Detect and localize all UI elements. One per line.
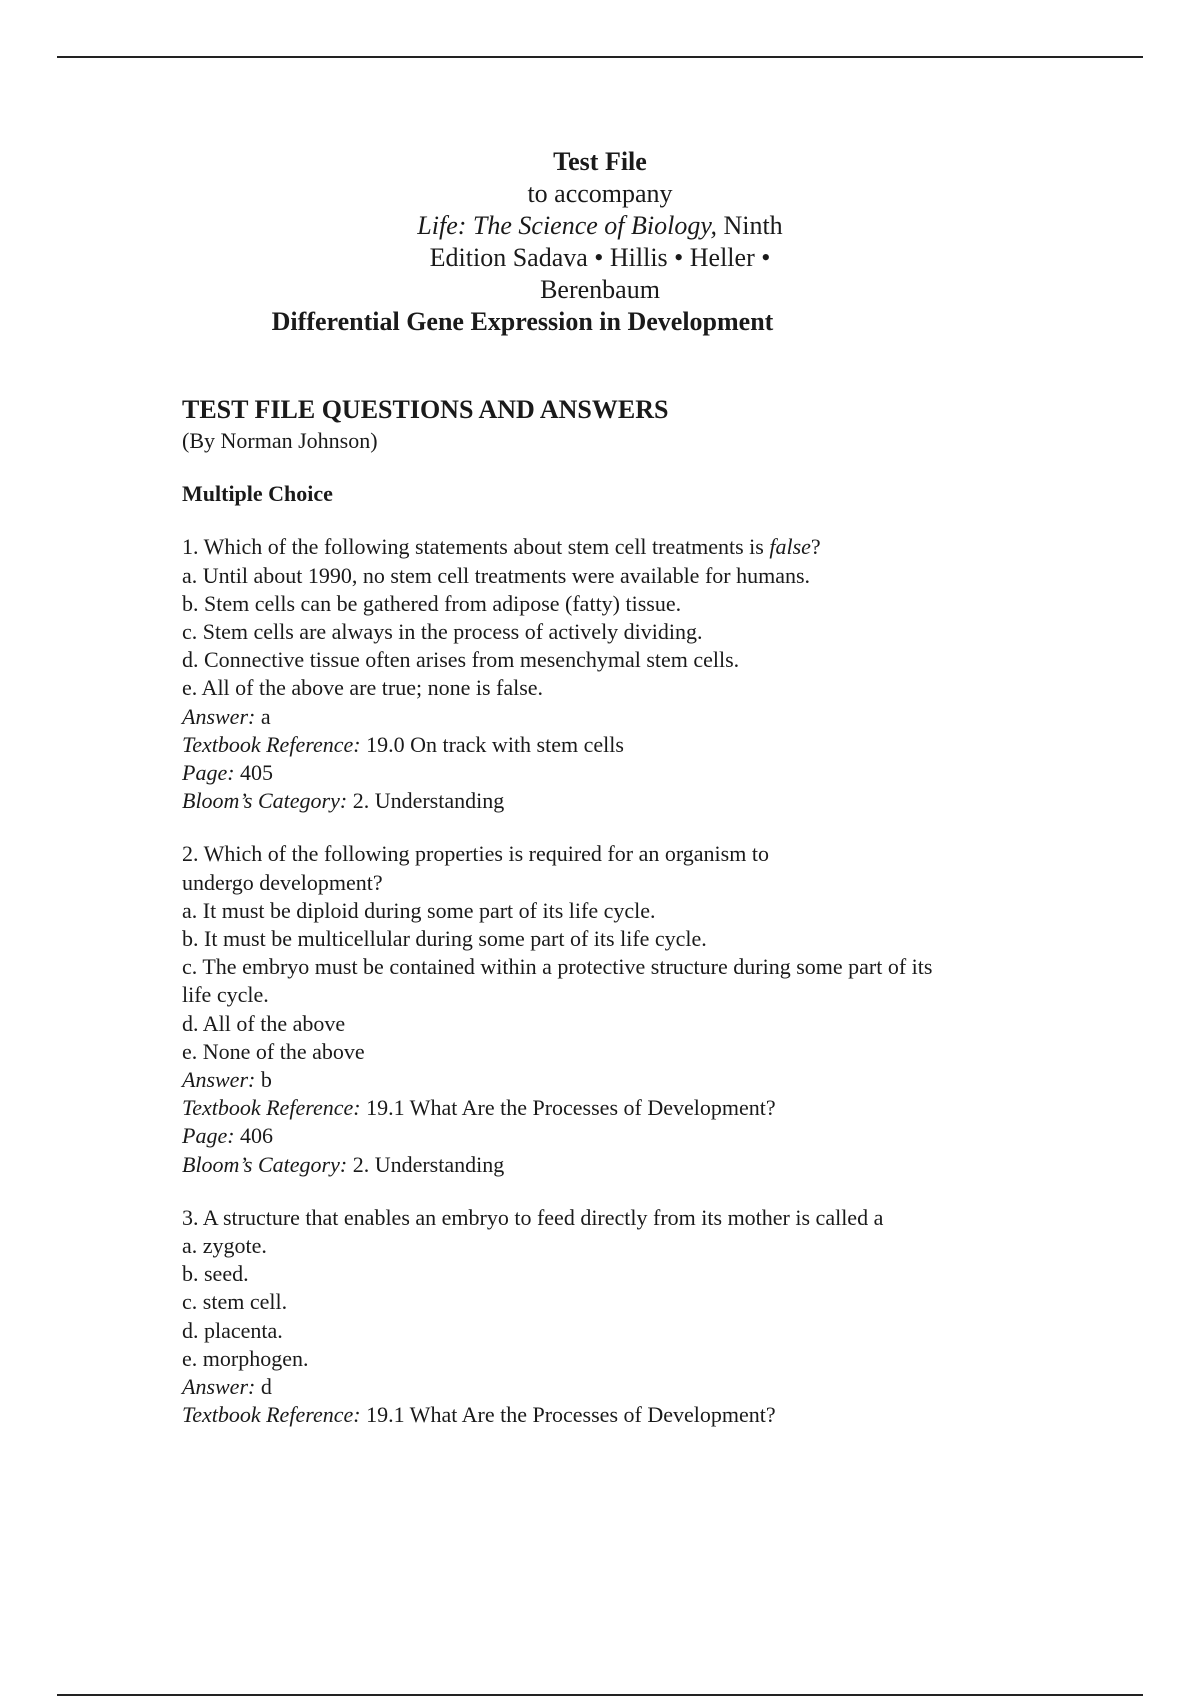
- authors-line-1: Edition Sadava • Hillis • Heller •: [429, 243, 771, 272]
- option-d: d. All of the above: [182, 1010, 346, 1036]
- reference-line: Textbook Reference: 19.1 What Are the Processes of Development?: [182, 1402, 776, 1428]
- chapter-title: Differential Gene Expression in Development: [271, 307, 774, 336]
- multiple-choice-heading: Multiple Choice: [182, 481, 333, 507]
- bottom-rule: [57, 1694, 1143, 1696]
- bloom-line: Bloom’s Category: 2. Understanding: [182, 788, 505, 814]
- answer-line: Answer: a: [182, 703, 271, 729]
- option-c: c. stem cell.: [182, 1289, 288, 1315]
- bloom-line: Bloom’s Category: 2. Understanding: [182, 1151, 505, 1177]
- option-c-cont: life cycle.: [182, 982, 269, 1008]
- question-2: [182, 840, 1082, 1178]
- answer-line: Answer: b: [182, 1067, 272, 1093]
- accompany-line: to accompany: [527, 179, 673, 208]
- option-e: e. All of the above are true; none is false.: [182, 675, 544, 701]
- option-c: c. The embryo must be contained within a protective structure during some part of its: [182, 954, 933, 980]
- question-stem: 1. Which of the following statements about stem cell treatments is false?: [182, 534, 821, 560]
- question-stem: 2. Which of the following properties is required for an organism to: [182, 841, 769, 867]
- option-b: b. seed.: [182, 1261, 249, 1287]
- doc-title: Test File: [553, 147, 647, 176]
- section-heading: TEST FILE QUESTIONS AND ANSWERS: [182, 395, 669, 424]
- top-rule: [57, 56, 1143, 58]
- option-b: b. It must be multicellular during some part of its life cycle.: [182, 926, 707, 952]
- option-a: a. zygote.: [182, 1233, 267, 1259]
- question-stem-cont: undergo development?: [182, 869, 383, 895]
- page-line: Page: 405: [182, 760, 274, 786]
- option-d: d. placenta.: [182, 1317, 283, 1343]
- option-a: a. Until about 1990, no stem cell treatments were available for humans.: [182, 562, 811, 588]
- document-body: [182, 395, 1082, 1430]
- book-line: [0, 210, 1200, 242]
- edition-word: Ninth: [723, 211, 783, 240]
- authors-line-2: Berenbaum: [540, 275, 660, 304]
- answer-line: Answer: d: [182, 1374, 272, 1400]
- option-a: a. It must be diploid during some part of its life cycle.: [182, 897, 656, 923]
- question-stem: 3. A structure that enables an embryo to feed directly from its mother is called a: [182, 1204, 884, 1230]
- page-line: Page: 406: [182, 1123, 274, 1149]
- book-title: Life: The Science of Biology,: [417, 211, 717, 240]
- reference-line: Textbook Reference: 19.1 What Are the Processes of Development?: [182, 1095, 776, 1121]
- option-e: e. None of the above: [182, 1038, 365, 1064]
- option-d: d. Connective tissue often arises from mesenchymal stem cells.: [182, 647, 740, 673]
- option-e: e. morphogen.: [182, 1345, 309, 1371]
- question-3: [182, 1204, 1082, 1430]
- byline: (By Norman Johnson): [182, 428, 378, 453]
- title-block: [0, 146, 1200, 338]
- reference-line: Textbook Reference: 19.0 On track with stem cells: [182, 731, 624, 757]
- option-b: b. Stem cells can be gathered from adipose (fatty) tissue.: [182, 590, 682, 616]
- question-1: [182, 533, 1082, 815]
- option-c: c. Stem cells are always in the process of actively dividing.: [182, 619, 703, 645]
